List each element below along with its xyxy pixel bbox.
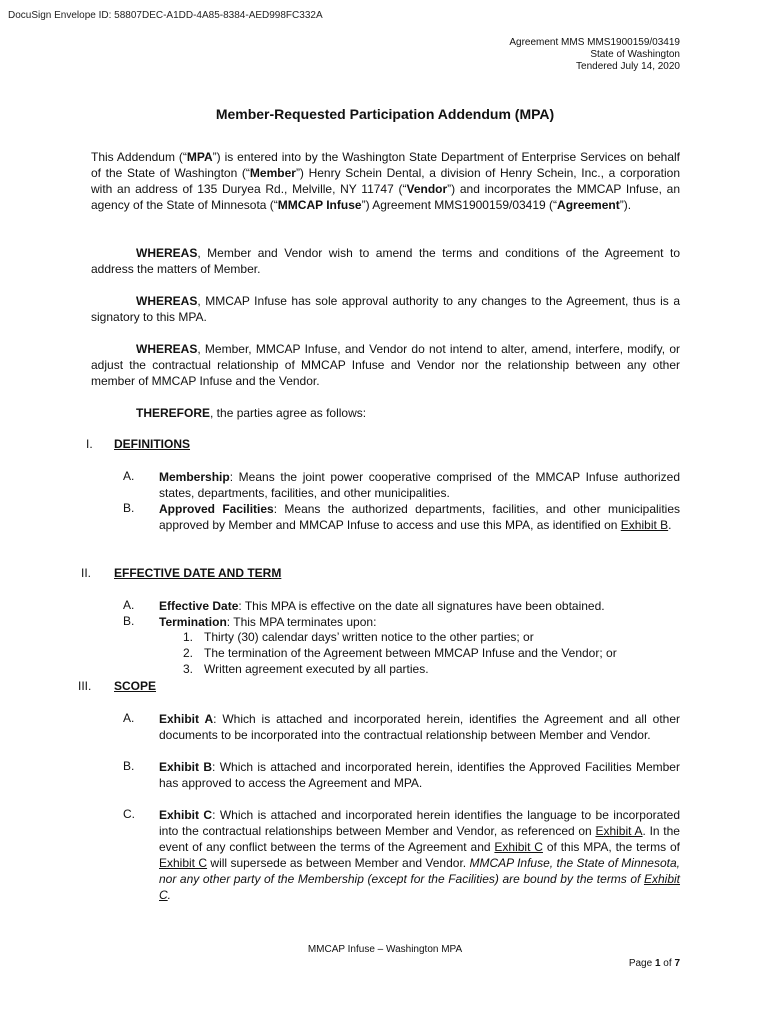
section-2-item-b: Termination: This MPA terminates upon: bbox=[159, 615, 377, 629]
tendered-date: Tendered July 14, 2020 bbox=[576, 61, 680, 72]
termination-sub-2-number: 2. bbox=[183, 646, 194, 660]
section-3-item-a: Exhibit A: Which is attached and incorporated herein, identifies the Agreement and all other documents to be incorporated into the contractual relationship between Member and Vendor. bbox=[159, 712, 680, 742]
intro-paragraph: This Addendum (“MPA”) is entered into by the Washington State Department of Enterprise Services on behalf of the State of Washington (“Member”) Henry Schein Dental, a division of Henry Schein, Inc., a corporation with an address of 135 Duryea Rd., Melville, NY 11747 (“Vendor”) and incorporates the MMCAP Infuse, an agency of the State of Minnesota (“MMCAP Infuse”) Agreement MMS1900159/03419 (“Agreement”). bbox=[91, 150, 680, 212]
agreement-number: Agreement MMS MMS1900159/03419 bbox=[509, 37, 680, 48]
termination-sub-3: Written agreement executed by all parties. bbox=[204, 662, 429, 676]
whereas-paragraph-1: WHEREAS, Member and Vendor wish to amend the terms and conditions of the Agreement to address the matters of Member. bbox=[91, 246, 680, 276]
state-name: State of Washington bbox=[590, 49, 680, 60]
exhibit-a-link[interactable]: Exhibit A bbox=[595, 824, 643, 838]
section-1-item-a-letter: A. bbox=[123, 469, 135, 483]
section-1-item-b-letter: B. bbox=[123, 501, 135, 515]
envelope-id: DocuSign Envelope ID: 58807DEC-A1DD-4A85-8384-AED998FC332A bbox=[8, 10, 323, 21]
section-2-number: II. bbox=[81, 566, 92, 580]
termination-sub-2: The termination of the Agreement between MMCAP Infuse and the Vendor; or bbox=[204, 646, 617, 660]
section-2-heading: EFFECTIVE DATE AND TERM bbox=[114, 566, 282, 580]
termination-sub-3-number: 3. bbox=[183, 662, 194, 676]
exhibit-c-link[interactable]: Exhibit C bbox=[159, 872, 680, 902]
section-2-item-a: Effective Date: This MPA is effective on the date all signatures have been obtained. bbox=[159, 599, 605, 613]
page-footer: MMCAP Infuse – Washington MPA bbox=[307, 944, 463, 955]
document-title: Member-Requested Participation Addendum (MPA) bbox=[215, 106, 555, 122]
whereas-paragraph-2: WHEREAS, MMCAP Infuse has sole approval authority to any changes to the Agreement, thus is a signatory to this MPA. bbox=[91, 294, 680, 324]
section-3-item-b: Exhibit B: Which is attached and incorporated herein, identifies the Approved Facilities Member has approved to access the Agreement and MPA. bbox=[159, 760, 680, 790]
page-number: Page 1 of 7 bbox=[628, 958, 680, 969]
therefore-paragraph: THEREFORE, the parties agree as follows: bbox=[136, 406, 367, 420]
exhibit-b-link[interactable]: Exhibit B bbox=[620, 518, 669, 532]
section-3-item-a-letter: A. bbox=[123, 711, 135, 725]
termination-sub-1-number: 1. bbox=[183, 630, 194, 644]
exhibit-c-link[interactable]: Exhibit C bbox=[494, 840, 543, 854]
section-2-item-a-letter: A. bbox=[123, 598, 135, 612]
section-1-item-a: Membership: Means the joint power cooperative comprised of the MMCAP Infuse authorized states, departments, facilities, and other municipalities. bbox=[159, 470, 680, 500]
section-3-item-c: Exhibit C: Which is attached and incorporated herein identifies the language to be incorporated into the contractual relationships between Member and Vendor, as referenced on Exhibit A. In the event of any conflict between the terms of the Agreement and Exhibit C of this MPA, the terms of Exhibit C will supersede as between Member and Vendor. MMCAP Infuse, the State of Minnesota, nor any other party of the Membership (except for the Facilities) are bound by the terms of Exhibit C. bbox=[159, 808, 680, 902]
exhibit-c-link[interactable]: Exhibit C bbox=[159, 856, 208, 870]
section-3-item-c-letter: C. bbox=[123, 807, 135, 821]
termination-sub-1: Thirty (30) calendar days’ written notice to the other parties; or bbox=[204, 630, 534, 644]
section-2-item-b-letter: B. bbox=[123, 614, 135, 628]
whereas-paragraph-3: WHEREAS, Member, MMCAP Infuse, and Vendor do not intend to alter, amend, interfere, modify, or adjust the contractual relationship of MMCAP Infuse and Vendor nor the relationship between any other member of MMCAP Infuse and the Vendor. bbox=[91, 342, 680, 388]
section-1-heading: DEFINITIONS bbox=[114, 437, 191, 451]
section-3-number: III. bbox=[78, 679, 92, 693]
section-1-number: I. bbox=[86, 437, 93, 451]
section-3-heading: SCOPE bbox=[114, 679, 157, 693]
document-header bbox=[509, 37, 680, 73]
section-1-item-b: Approved Facilities: Means the authorized departments, facilities, and other municipalities approved by Member and MMCAP Infuse to access and use this MPA, as identified on Exhibit B. bbox=[159, 502, 680, 532]
section-3-item-b-letter: B. bbox=[123, 759, 135, 773]
